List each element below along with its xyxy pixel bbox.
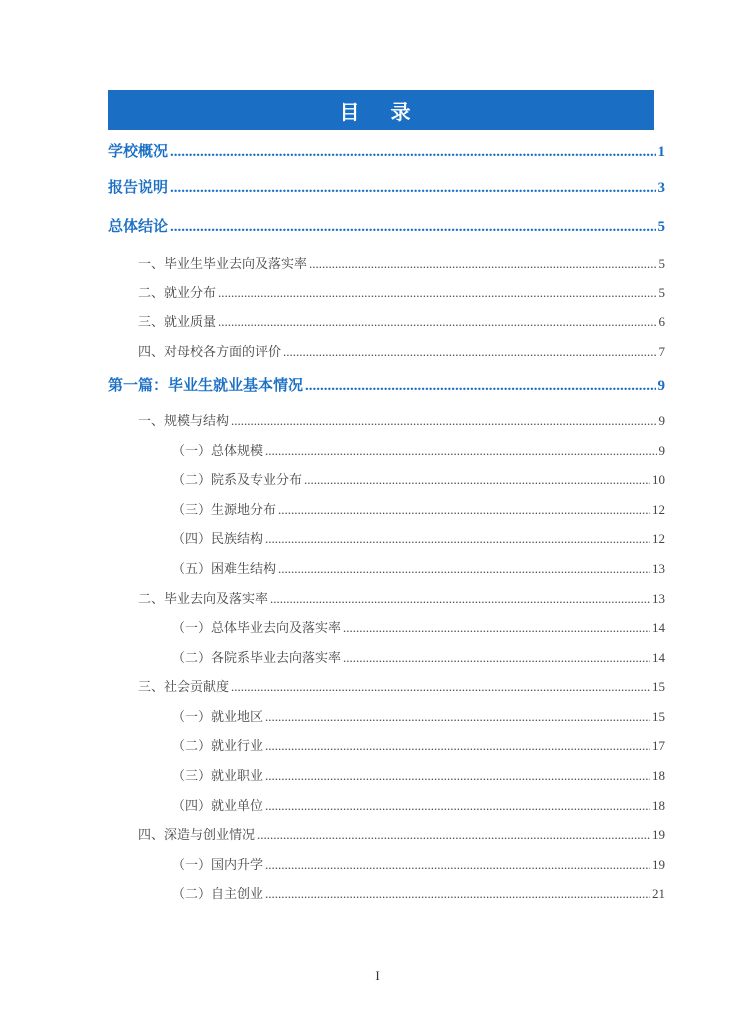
toc-entry-label: 总体结论 (108, 217, 169, 235)
toc-entry-label: （一）就业地区 (172, 710, 264, 725)
toc-entry-label: 一、规模与结构 (138, 414, 230, 429)
toc-entry-page: 18 (652, 768, 665, 783)
toc-entry-page: 13 (652, 591, 665, 606)
toc-entry-page: 14 (652, 620, 665, 635)
toc-entry-page: 7 (658, 344, 665, 359)
toc-entry-label: （一）总体规模 (172, 444, 264, 459)
toc-entry[interactable] (108, 176, 665, 197)
toc-entry[interactable] (138, 282, 665, 301)
toc-entry[interactable] (172, 647, 665, 666)
toc-entry-page: 9 (658, 413, 665, 428)
dot-leader (170, 219, 655, 236)
dot-leader (257, 827, 650, 843)
dot-leader (305, 378, 655, 395)
dot-leader (218, 314, 656, 330)
toc-entry-page: 5 (657, 219, 665, 235)
toc-entry[interactable] (172, 528, 665, 547)
dot-leader (170, 180, 655, 197)
toc-entry-page: 18 (652, 798, 665, 813)
toc-entry-label: 二、就业分布 (138, 286, 217, 301)
toc-entry-label: （二）就业行业 (172, 739, 264, 754)
toc-entry[interactable] (172, 735, 665, 754)
toc-entry-label: （一）总体毕业去向及落实率 (172, 621, 342, 636)
toc-entry-page: 9 (657, 378, 665, 394)
page-number: I (375, 968, 380, 983)
toc-entry-label: （二）院系及专业分布 (172, 473, 303, 488)
toc-entry[interactable] (108, 140, 665, 161)
toc-entry-page: 19 (652, 857, 665, 872)
toc-entry-page: 15 (652, 709, 665, 724)
toc-entry[interactable] (172, 883, 665, 902)
dot-leader (231, 679, 650, 695)
dot-leader (170, 144, 655, 161)
toc-entry-page: 13 (652, 561, 665, 576)
toc-entry-page: 17 (652, 738, 665, 753)
toc-entry-page: 14 (652, 650, 665, 665)
toc-entry-page: 5 (658, 285, 665, 300)
toc-entry-label: （三）生源地分布 (172, 503, 277, 518)
toc-entry-label: （四）民族结构 (172, 532, 264, 547)
toc-entry-label: 学校概况 (108, 142, 169, 160)
toc-entry[interactable] (172, 854, 665, 873)
dot-leader (265, 709, 650, 725)
toc-entry-page: 21 (652, 886, 665, 901)
toc-entry-label: （四）就业单位 (172, 799, 264, 814)
dot-leader (265, 531, 650, 547)
toc-entry[interactable] (138, 824, 665, 843)
toc-entry[interactable] (138, 410, 665, 429)
toc-entry-label: 一、毕业生毕业去向及落实率 (138, 257, 308, 272)
dot-leader (278, 561, 650, 577)
toc-entry-label: （三）就业职业 (172, 769, 264, 784)
dot-leader (265, 768, 650, 784)
toc-title: 目 录 (108, 90, 654, 130)
toc-entry-page: 3 (657, 180, 665, 196)
dot-leader (270, 591, 650, 607)
toc-entry-page: 19 (652, 827, 665, 842)
toc-entry[interactable] (172, 706, 665, 725)
toc-entry-label: 三、社会贡献度 (138, 680, 230, 695)
toc-entry-page: 12 (652, 531, 665, 546)
toc-entry[interactable] (172, 617, 665, 636)
toc-entry-label: （二）自主创业 (172, 887, 264, 902)
dot-leader (218, 285, 656, 301)
dot-leader (278, 502, 650, 518)
toc-entry-page: 1 (657, 144, 665, 160)
toc-entry-label: 四、对母校各方面的评价 (138, 345, 282, 360)
toc-entry[interactable] (108, 215, 665, 236)
toc-entry-label: （五）困难生结构 (172, 562, 277, 577)
dot-leader (343, 650, 650, 666)
toc-entry[interactable] (138, 253, 665, 272)
dot-leader (231, 413, 656, 429)
dot-leader (283, 344, 656, 360)
dot-leader (265, 886, 650, 902)
dot-leader (265, 738, 650, 754)
dot-leader (343, 620, 650, 636)
dot-leader (265, 443, 656, 459)
dot-leader (309, 256, 656, 272)
toc-entry-page: 5 (658, 256, 665, 271)
toc-entry-label: 第一篇：毕业生就业基本情况 (108, 376, 304, 394)
toc-entry-page: 9 (658, 443, 665, 458)
toc-entry-label: 二、毕业去向及落实率 (138, 592, 269, 607)
toc-entry-label: （一）国内升学 (172, 858, 264, 873)
toc-entry-page: 12 (652, 502, 665, 517)
toc-entry-page: 6 (658, 314, 665, 329)
toc-entry[interactable] (138, 311, 665, 330)
toc-entry[interactable] (172, 795, 665, 814)
toc-entry[interactable] (172, 469, 665, 488)
toc-entry-label: 报告说明 (108, 178, 169, 196)
toc-entry-label: （二）各院系毕业去向落实率 (172, 651, 342, 666)
dot-leader (265, 857, 650, 873)
toc-entry-label: 三、就业质量 (138, 315, 217, 330)
toc-entry-label: 四、深造与创业情况 (138, 828, 256, 843)
toc-entry[interactable] (172, 558, 665, 577)
toc-entry[interactable] (172, 765, 665, 784)
toc-entry[interactable] (108, 374, 665, 395)
toc-entry[interactable] (172, 499, 665, 518)
toc-entry[interactable] (138, 676, 665, 695)
toc-entry-page: 10 (652, 472, 665, 487)
dot-leader (304, 472, 650, 488)
toc-entry[interactable] (138, 341, 665, 360)
toc-entry[interactable] (138, 588, 665, 607)
toc-entry-page: 15 (652, 679, 665, 694)
toc-entry[interactable] (172, 440, 665, 459)
dot-leader (265, 798, 650, 814)
